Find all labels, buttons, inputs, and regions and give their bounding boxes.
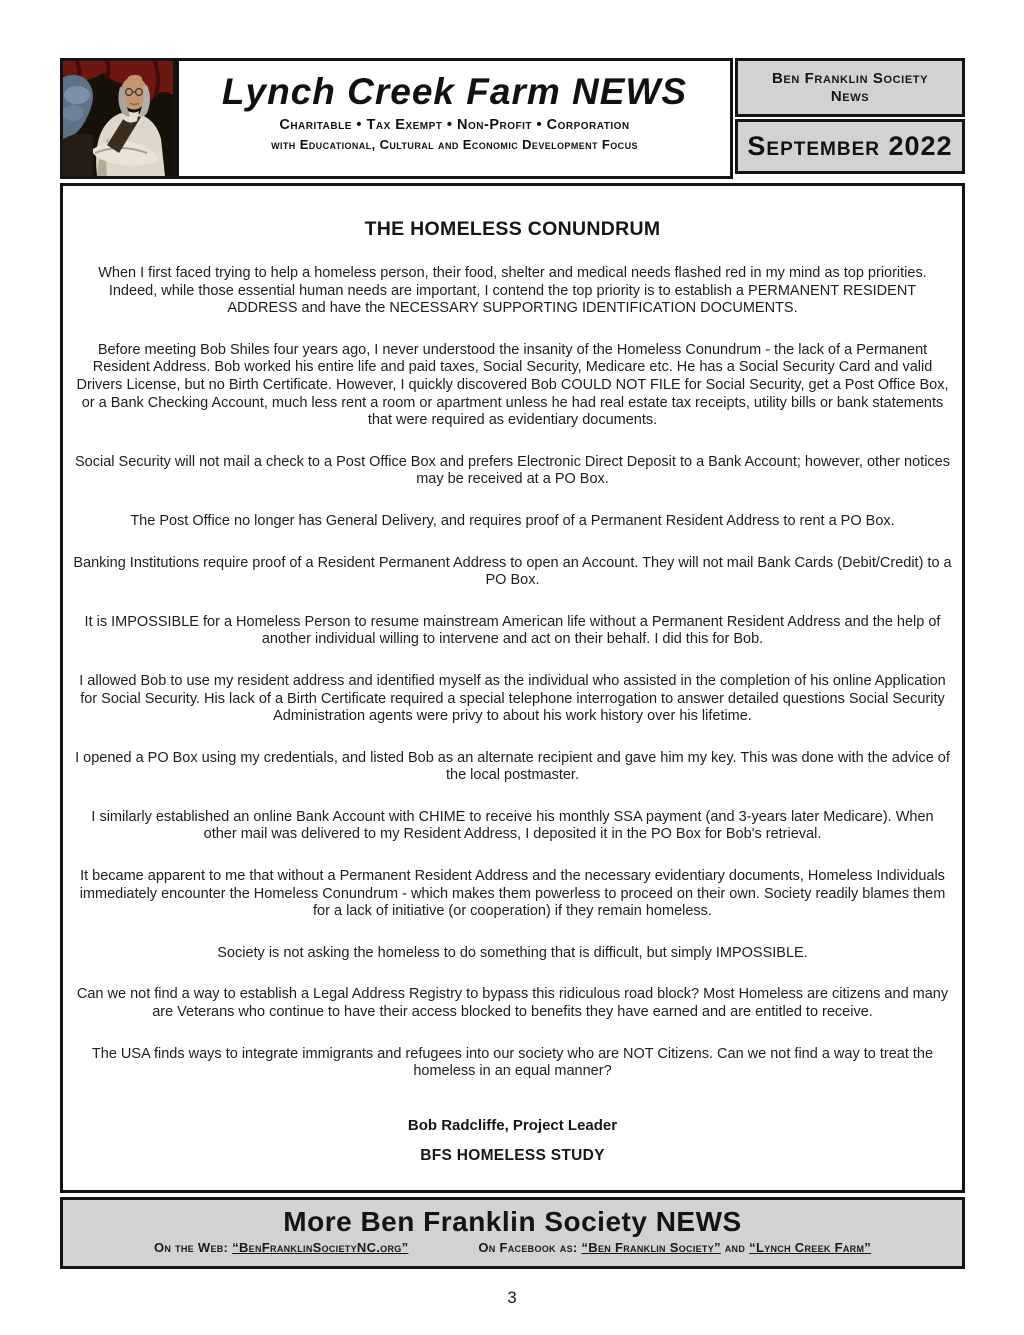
newsletter-subtitle-1: Charitable • Tax Exempt • Non-Profit • Corporation [279, 117, 630, 133]
article-paragraph: Banking Institutions require proof of a Resident Permanent Address to open an Account. They will not mail Bank Cards (Debit/Credit) to a PO Box. [73, 554, 952, 589]
article-paragraph: Can we not find a way to establish a Legal Address Registry to bypass this ridiculous road block? Most Homeless are citizens and many are Veterans who continue to have their access blocked to benefits they have earned and are entitled to receive. [76, 986, 949, 1021]
article-paragraph: Before meeting Bob Shiles four years ago, I never understood the insanity of the Homeless Conundrum - the lack of a Permanent Resident Address. Bob worked his entire life and paid taxes, Social Security, Medicare etc. He has a Social Security Card and valid Drivers License, but no Birth Certificate. However, I quickly discovered Bob COULD NOT FILE for Social Security, get a Post Office Box, or a Bank Checking Account, much less rent a room or apartment unless he had real estate tax receipts, utility bills or bank statements that were required as evidentiary documents. [76, 341, 949, 429]
ben-franklin-portrait-image [63, 61, 173, 176]
article-body [73, 265, 952, 1081]
footer [60, 1197, 965, 1269]
facebook-link-ben-franklin-society[interactable]: “Ben Franklin Society” [581, 1240, 721, 1255]
signature-block [73, 1117, 952, 1165]
article [60, 183, 965, 1193]
masthead [176, 58, 733, 179]
article-paragraph: I similarly established an online Bank Account with CHIME to receive his monthly SSA payment (and 3-years later Medicare). When other mail was delivered to my Resident Address, I deposited it in the PO Box for Bob's retrieval. [91, 808, 934, 843]
and-label: and [724, 1240, 746, 1255]
article-paragraph: Society is not asking the homeless to do something that is difficult, but simply IMPOSSIBLE. [217, 944, 808, 961]
web-link[interactable]: “BenFranklinSocietyNC.org” [232, 1240, 409, 1255]
issue-date-box [735, 119, 965, 174]
ben-franklin-portrait [60, 58, 176, 179]
newsletter-title: Lynch Creek Farm NEWS [221, 71, 688, 112]
article-paragraph: The Post Office no longer has General Delivery, and requires proof of a Permanent Resident Address to rent a PO Box. [130, 512, 895, 529]
article-paragraph: The USA finds ways to integrate immigrants and refugees into our society who are NOT Citizens. Can we not find a way to treat the homeless in an equal manner? [91, 1045, 934, 1080]
article-paragraph: I allowed Bob to use my resident address and identified myself as the individual who assisted in the completion of his online Application for Social Security. His lack of a Birth Certificate required a special telephone interrogation to answer detailed questions Social Security Administration agents were privy to about his work history over his lifetime. [79, 672, 946, 725]
article-paragraph: Social Security will not mail a check to a Post Office Box and prefers Electronic Direct Deposit to a Bank Account; however, other notices may be received at a PO Box. [75, 453, 950, 488]
newsletter-subtitle-2: with Educational, Cultural and Economic Development Focus [271, 137, 638, 152]
article-paragraph: It is IMPOSSIBLE for a Homeless Person to resume mainstream American life without a Permanent Resident Address and the help of another individual willing to intervene and act on their behalf. I did this for Bob. [84, 613, 941, 648]
article-paragraph: When I first faced trying to help a homeless person, their food, shelter and medical needs flashed red in my mind as top priorities. Indeed, while those essential human needs are important, I contend the top priority is to establish a PERMANENT RESIDENT ADDRESS and have the NECESSARY SUPPORTING IDENTIFICATION DOCUMENTS. [98, 265, 927, 317]
article-title: THE HOMELESS CONUNDRUM [364, 218, 661, 240]
footer-links [63, 1240, 962, 1255]
society-news-line1: Ben Franklin Society [771, 69, 929, 87]
article-paragraph: I opened a PO Box using my credentials, and listed Bob as an alternate recipient and gave him my key. This was done with the advice of the local postmaster. [75, 749, 950, 784]
page-number: 3 [507, 1288, 517, 1307]
footer-title: More Ben Franklin Society NEWS [283, 1206, 742, 1237]
facebook-link-lynch-creek-farm[interactable]: “Lynch Creek Farm” [749, 1240, 872, 1255]
signature-org: BFS HOMELESS STUDY [420, 1146, 605, 1164]
web-label: On the Web: [153, 1240, 229, 1255]
issue-date: September 2022 [747, 131, 953, 161]
society-news-box [735, 58, 965, 117]
society-news-line2: News [830, 87, 870, 105]
facebook-label: On Facebook as: [478, 1240, 578, 1255]
web-group [154, 1240, 408, 1255]
signature-name: Bob Radcliffe, Project Leader [407, 1116, 618, 1134]
article-paragraph: It became apparent to me that without a Permanent Resident Address and the necessary evidentiary documents, Homeless Individuals immediately encounter the Homeless Conundrum - which makes them powerless to proceed on their own. Society readily blames them for a lack of initiative (or cooperation) if they remain homeless. [79, 868, 946, 920]
facebook-group [478, 1240, 871, 1255]
